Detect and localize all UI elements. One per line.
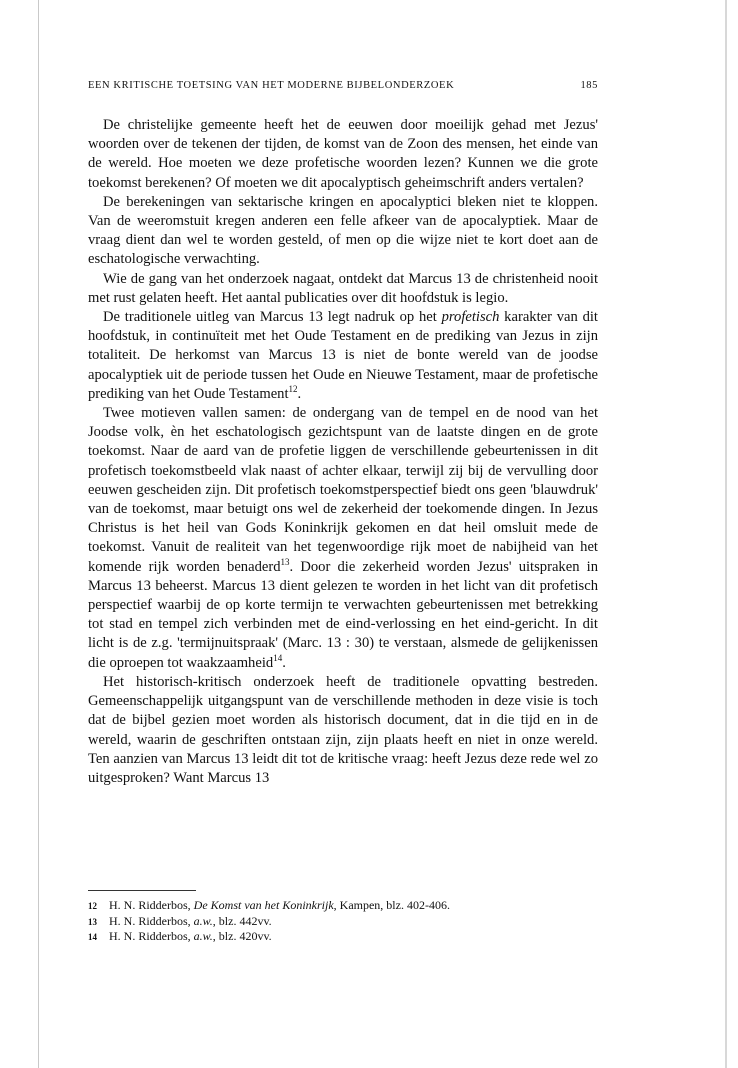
paragraph-4-emphasis: profetisch xyxy=(441,309,500,326)
paragraph-3: Wie de gang van het onderzoek nagaat, ontdekt dat Marcus 13 de christenheid nooit met rust gelaten heeft. Het aantal publicaties over dit hoofdstuk is legio. xyxy=(88,270,598,306)
paragraph-5-text-a: Twee motieven vallen samen: de ondergang van de tempel en de nood van het Joodse volk, èn het eschatologisch gezichtspunt van de laatste dingen en de grote toekomst. Naar de aard van de profetie liggen de verschillende gebeurtenissen in dit profetisch toekomstbeeld vlak naast of achter elkaar, terwijl zij bij de vervulling door eeuwen gescheiden zijn. Dit profetisch toekomstperspectief biedt ons geen 'blauwdruk' van de toekomst, maar betuigt ons wel de zekerheid der toekomende dingen. In Jezus Christus is het heil van Gods Koninkrijk gekomen en dat heil omsluit mede de toekomst. Vanuit de realiteit van het tegenwoordige rijk moet de nabijheid van het komende rijk worden benaderd xyxy=(88,405,598,575)
footnote-reference: , blz. 442vv. xyxy=(212,913,272,928)
footnote-14 xyxy=(88,929,598,945)
footnote-ref-13[interactable]: 13 xyxy=(280,556,290,567)
footnote-title: a.w. xyxy=(193,929,213,943)
footnote-author: H. N. Ridderbos, xyxy=(109,913,194,928)
footnote-13 xyxy=(88,914,598,930)
paragraph-4-text-b: karakter van dit hoofdstuk, in continuïteit met het Oude Testament en de prediking van Jezus in zijn totaliteit. De herkomst van Marcus 13 is niet de bonte wereld van de joodse apocalyptiek uit de periode tussen het Oude en Nieuwe Testament, maar de profetische prediking van het Oude Testament xyxy=(88,309,598,402)
running-head xyxy=(88,80,598,91)
footnote-rule xyxy=(88,890,196,891)
paragraph-5 xyxy=(88,404,598,673)
paragraph-6: Het historisch-kritisch onderzoek heeft de traditionele opvatting bestreden. Gemeenschappelijk uitgangspunt van de verschillende methoden in deze visie is toch dat de bijbel gezien moet worden als historisch document, dat in die tijd en in de wereld, waarin de geschriften ontstaan zijn, zijn plaats heeft en niet in onze wereld. Ten aanzien van Marcus 13 leidt dit tot de kritische vraag: heeft Jezus deze rede wel zo uitgesproken? Want Marcus 13 xyxy=(88,673,598,786)
footnote-reference: , blz. 420vv. xyxy=(212,929,272,943)
paragraph-4-end: . xyxy=(297,385,302,402)
running-title: EEN KRITISCHE TOETSING VAN HET MODERNE BIJBELONDERZOEK xyxy=(88,80,455,91)
footnote-number: 12 xyxy=(88,901,97,911)
footnote-reference: , Kampen, blz. 402-406. xyxy=(333,898,450,912)
paragraph-2: De berekeningen van sektarische kringen en apocalyptici bleken niet te kloppen. Van de weeromstuit kregen anderen een felle afkeer van de apocalyptiek. Maar de vraag dient dan wel te worden gesteld, of men op die wijze niet te kort doet aan de eschatologische verwachting. xyxy=(88,193,598,268)
footnote-ref-12[interactable]: 12 xyxy=(288,383,298,394)
paragraph-4 xyxy=(88,308,598,404)
footnote-text xyxy=(109,929,272,945)
footnote-number: 13 xyxy=(88,916,97,927)
body-text xyxy=(88,116,598,788)
footnote-text xyxy=(109,898,450,914)
footnote-title: De Komst van het Koninkrijk xyxy=(193,898,334,912)
footnote-12 xyxy=(88,898,598,914)
scan-edge-left xyxy=(38,0,39,1068)
footnotes xyxy=(88,898,598,945)
footnote-author: H. N. Ridderbos, xyxy=(109,898,194,912)
footnote-author: H. N. Ridderbos, xyxy=(109,929,194,943)
paragraph-4-text-a: De traditionele uitleg van Marcus 13 legt nadruk op het xyxy=(103,309,442,326)
footnote-ref-14[interactable]: 14 xyxy=(273,652,283,663)
footnote-number: 14 xyxy=(88,932,97,942)
page-number: 185 xyxy=(580,80,598,91)
paragraph-5-text-b: . Door die zekerheid worden Jezus' uitspraken in Marcus 13 beheerst. Marcus 13 dient gelezen te worden in het licht van dit profetisch perspectief waarbij de op korte termijn te verwachten gebeurtenissen met betrekking tot stad en tempel zich verbinden met de eind-verlossing en het eind-gericht. In dit licht is de z.g. 'termijnuitspraak' (Marc. 13 : 30) te verstaan, alsmede de gelijkenissen die oproepen tot waakzaamheid xyxy=(88,558,599,671)
footnote-title: a.w. xyxy=(193,913,213,928)
paragraph-1: De christelijke gemeente heeft het de eeuwen door moeilijk gehad met Jezus' woorden over de tekenen der tijden, de komst van de Zoon des mensen, het einde van de wereld. Hoe moeten we deze profetische woorden lezen? Kunnen we die grote toekomst berekenen? Of moeten we dit apocalyptisch geheimschrift anders vertalen? xyxy=(88,117,598,191)
footnote-text xyxy=(109,914,272,930)
paragraph-5-end: . xyxy=(282,654,286,671)
scan-edge-right xyxy=(725,0,727,1068)
